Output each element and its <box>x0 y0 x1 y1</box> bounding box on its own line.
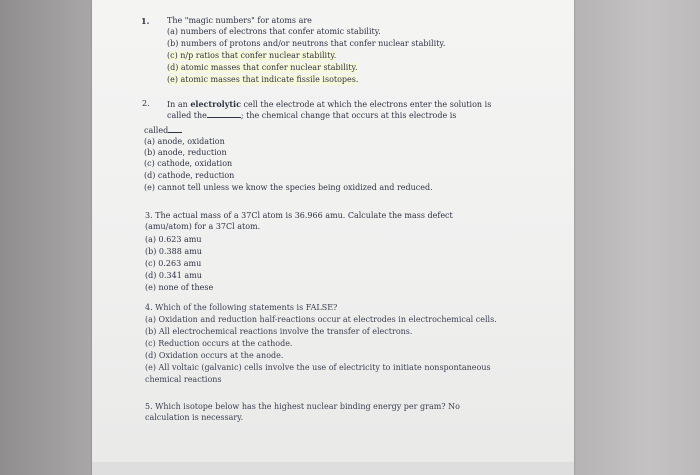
q1-option-c: (c) n/p ratios that confer nuclear stability. <box>167 51 337 60</box>
q2-stem-line2-pre: called the <box>167 111 207 120</box>
q4-option-e-cont: chemical reactions <box>145 375 222 384</box>
q5-stem-line1: 5. Which isotope below has the highest nuclear binding energy per gram? No <box>145 402 460 411</box>
q1-option-a: (a) numbers of electrons that confer atomic stability. <box>167 27 381 36</box>
q2-option-c: (c) cathode, oxidation <box>144 159 233 168</box>
q4-option-d: (d) Oxidation occurs at the anode. <box>145 351 284 360</box>
q4-option-c: (c) Reduction occurs at the cathode. <box>145 339 293 348</box>
q2-stem-line2 <box>167 110 456 121</box>
q2-stem-line2-post: ; the chemical change that occurs at this electrode is <box>240 111 457 120</box>
q2-option-b: (b) anode, reduction <box>144 148 227 157</box>
q2-stem-bold: electrolytic <box>190 99 241 109</box>
q2-stem-line1 <box>167 99 491 110</box>
q3-option-e: (e) none of these <box>145 283 214 292</box>
q1-number: 1. <box>141 16 150 26</box>
q2-blank-2 <box>168 125 182 133</box>
q4-option-b: (b) All electrochemical reactions involve the transfer of electrons. <box>145 327 413 336</box>
q2-stem-line3 <box>144 125 182 136</box>
q2-stem-pre: In an <box>167 100 191 109</box>
q4-stem: 4. Which of the following statements is FALSE? <box>145 303 338 312</box>
q2-number: 2. <box>142 99 150 108</box>
q1-option-d: (d) atomic masses that confer nuclear stability. <box>167 63 358 72</box>
q2-stem-line3-text: called <box>144 126 169 135</box>
q4-option-e: (e) All voltaic (galvanic) cells involve the use of electricity to initiate nonspontaneous <box>145 363 491 372</box>
page-bottom-edge <box>92 462 574 475</box>
q2-blank-1 <box>207 110 241 118</box>
q3-option-a: (a) 0.623 amu <box>145 235 202 244</box>
q3-stem-line2: (amu/atom) for a 37Cl atom. <box>145 222 261 231</box>
q1-stem: The "magic numbers" for atoms are <box>167 16 312 25</box>
background-left <box>0 0 92 475</box>
q1-option-b: (b) numbers of protons and/or neutrons that confer nuclear stability. <box>167 39 446 48</box>
background-right <box>574 0 700 475</box>
q2-option-a: (a) anode, oxidation <box>144 137 225 146</box>
q1-option-e: (e) atomic masses that indicate fissile isotopes. <box>167 75 359 84</box>
q3-stem-line1: 3. The actual mass of a 37Cl atom is 36.966 amu. Calculate the mass defect <box>145 211 453 220</box>
q3-option-d: (d) 0.341 amu <box>145 271 202 280</box>
q2-stem-post: cell the electrode at which the electrons enter the solution is <box>240 100 492 109</box>
q3-option-b: (b) 0.388 amu <box>145 247 202 256</box>
q5-stem-line2: calculation is necessary. <box>145 413 244 422</box>
q4-option-a: (a) Oxidation and reduction half-reactions occur at electrodes in electrochemical cells. <box>145 315 497 324</box>
q3-option-c: (c) 0.263 amu <box>145 259 202 268</box>
q2-option-d: (d) cathode, reduction <box>144 171 235 180</box>
q2-option-e: (e) cannot tell unless we know the species being oxidized and reduced. <box>144 183 433 192</box>
